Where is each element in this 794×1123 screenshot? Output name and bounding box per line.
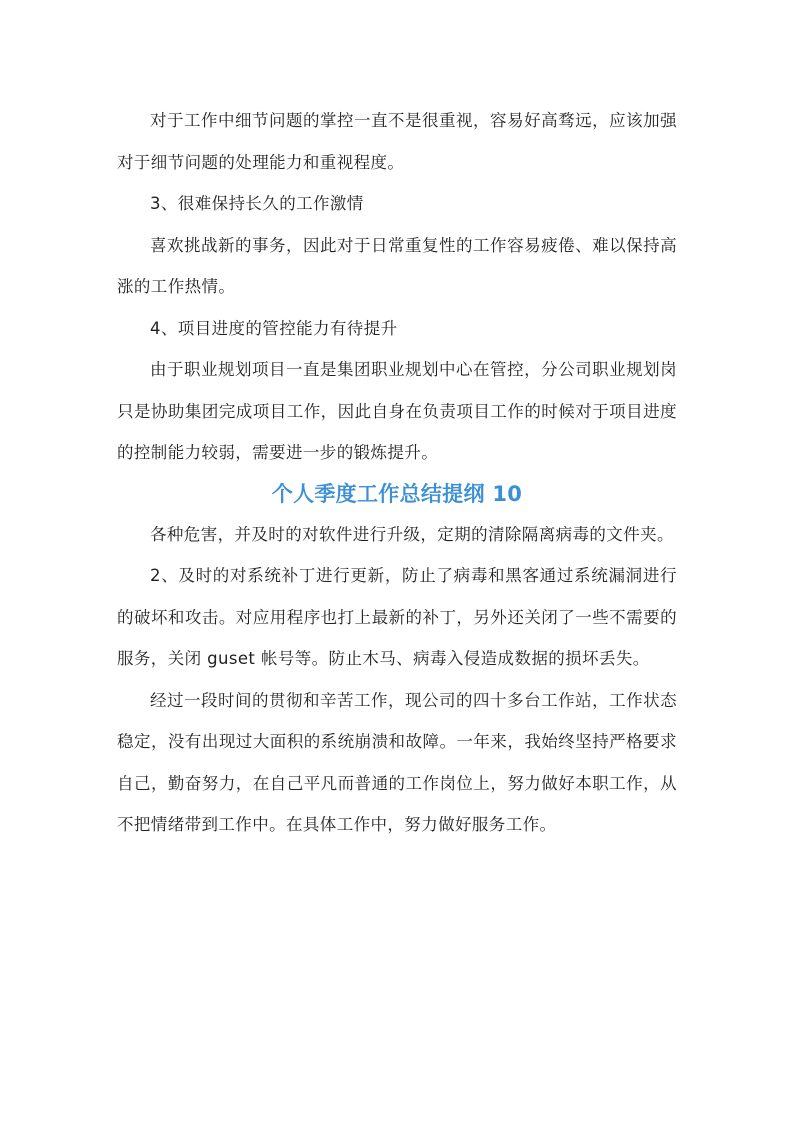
paragraph-virus-cleanup: 各种危害，并及时的对软件进行升级，定期的清除隔离病毒的文件夹。 [150,524,674,544]
document-body [117,100,677,846]
paragraph-work-summary: 经过一段时间的贯彻和辛苦工作，现公司的四十多台工作站，工作状态稳定，没有出现过大面积的系统崩溃和故障。一年来，我始终坚持严格要求自己，勤奋努力，在自己平凡而普通的工作岗位上，努力做好本职工作，从不把情绪带到工作中。在具体工作中，努力做好服务工作。 [117,690,677,834]
list-heading-3: 3、很难保持长久的工作激情 [150,194,364,213]
paragraph-system-patches: 2、及时的对系统补丁进行更新，防止了病毒和黑客通过系统漏洞进行的破坏和攻击。对应用程序也打上最新的补丁，另外还关闭了一些不需要的服务，关闭 guset 帐号等。防止木马、病毒入侵造成数据的损坏丢失。 [117,566,677,668]
paragraph-project-control: 由于职业规划项目一直是集团职业规划中心在管控，分公司职业规划岗只是协助集团完成项目工作，因此自身在负责项目工作的时候对于项目进度的控制能力较弱，需要进一步的锻炼提升。 [117,360,677,462]
section-title: 个人季度工作总结提纲 10 [271,481,523,506]
list-heading-4: 4、项目进度的管控能力有待提升 [150,318,398,338]
paragraph-detail-control: 对于工作中细节问题的掌控一直不是很重视，容易好高骛远，应该加强对于细节问题的处理能力和重视程度。 [117,111,677,172]
paragraph-work-passion: 喜欢挑战新的事务，因此对于日常重复性的工作容易疲倦、难以保持高涨的工作热情。 [117,235,677,296]
